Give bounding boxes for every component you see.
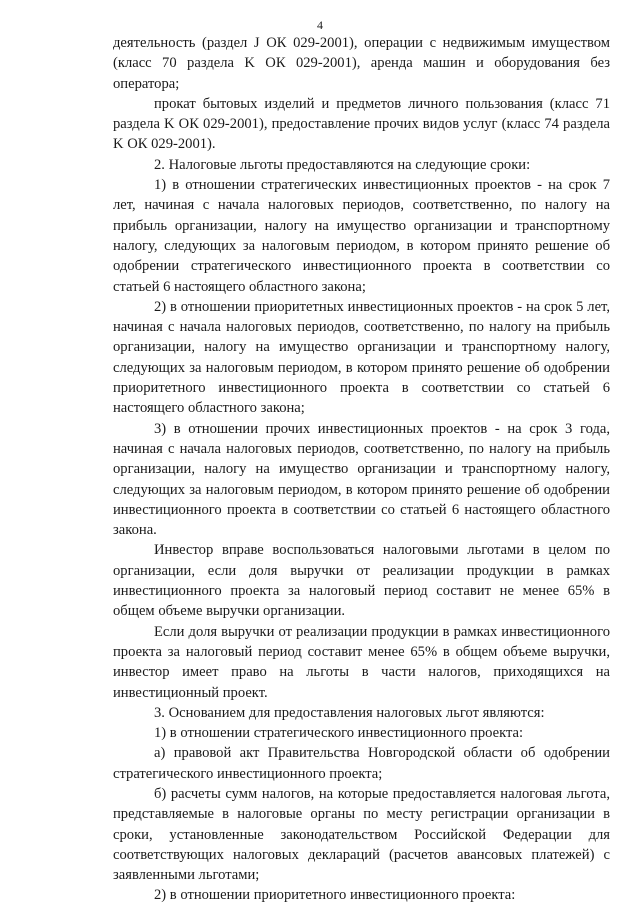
paragraph: деятельность (раздел J ОК 029-2001), операции с недвижимым имуществом (класс 70 раздела K ОК 029-2001), аренда машин и оборудования без оператора; <box>113 35 610 92</box>
paragraph: 2. Налоговые льготы предоставляются на следующие сроки: <box>154 156 531 173</box>
paragraph: 1) в отношении стратегического инвестиционного проекта: <box>154 725 524 742</box>
paragraph: прокат бытовых изделий и предметов личного пользования (класс 71 раздела K ОК 029-2001), предоставление прочих видов услуг (класс 74 раздела K ОК 029-2001). <box>113 95 610 153</box>
paragraph: 3. Основанием для предоставления налоговых льгот являются: <box>154 704 545 721</box>
document-body <box>113 33 610 906</box>
paragraph: б) расчеты сумм налогов, на которые предоставляется налоговая льгота, представляемые в налоговые органы по месту регистрации организации в сроки, установленные законодательством Российской Федерации для соответствующих налоговых деклараций (расчетов авансовых платежей) с заявленными льготами; <box>113 785 610 884</box>
paragraph: Если доля выручки от реализации продукции в рамках инвестиционного проекта за налоговый период составит менее 65% в общем объеме выручки, инвестор имеет право на льготы в части налогов, приходящихся на инвестиционный проект. <box>113 623 610 701</box>
paragraph: 1) в отношении стратегических инвестиционных проектов - на срок 7 лет, начиная с начала налоговых периодов, соответственно, по налогу на прибыль организации, налогу на имущество организации и транспортному налогу, следующих за налоговым периодом, в котором принято решение об одобрении стратегического инвестиционного проекта в соответствии со статьей 6 настоящего областного закона; <box>113 177 610 295</box>
paragraph: 2) в отношении приоритетных инвестиционных проектов - на срок 5 лет, начиная с начала налоговых периодов, соответственно, по налогу на прибыль организации, налогу на имущество организации и транспортному налогу, следующих за налоговым периодом, в котором принято решение об одобрении приоритетного инвестиционного проекта в соответствии со статьей 6 настоящего областного закона; <box>113 298 610 417</box>
paragraph: 3) в отношении прочих инвестиционных проектов - на срок 3 года, начиная с начала налоговых периодов, соответственно, по налогу на прибыль организации, налогу на имущество организации и транспортному налогу, следующих за налоговым периодом, в котором принято решение об одобрении инвестиционного проекта в соответствии со статьей 6 настоящего областного закона. <box>113 420 610 539</box>
paragraph: Инвестор вправе воспользоваться налоговыми льготами в целом по организации, если доля выручки от реализации продукции в рамках инвестиционного проекта за налоговый период составит не менее 65% в общем объеме выручки организации. <box>113 542 610 620</box>
paragraph: 2) в отношении приоритетного инвестиционного проекта: <box>154 887 516 904</box>
page-number: 4 <box>317 18 323 32</box>
paragraph: а) правовой акт Правительства Новгородской области об одобрении стратегического инвестиционного проекта; <box>113 745 610 782</box>
